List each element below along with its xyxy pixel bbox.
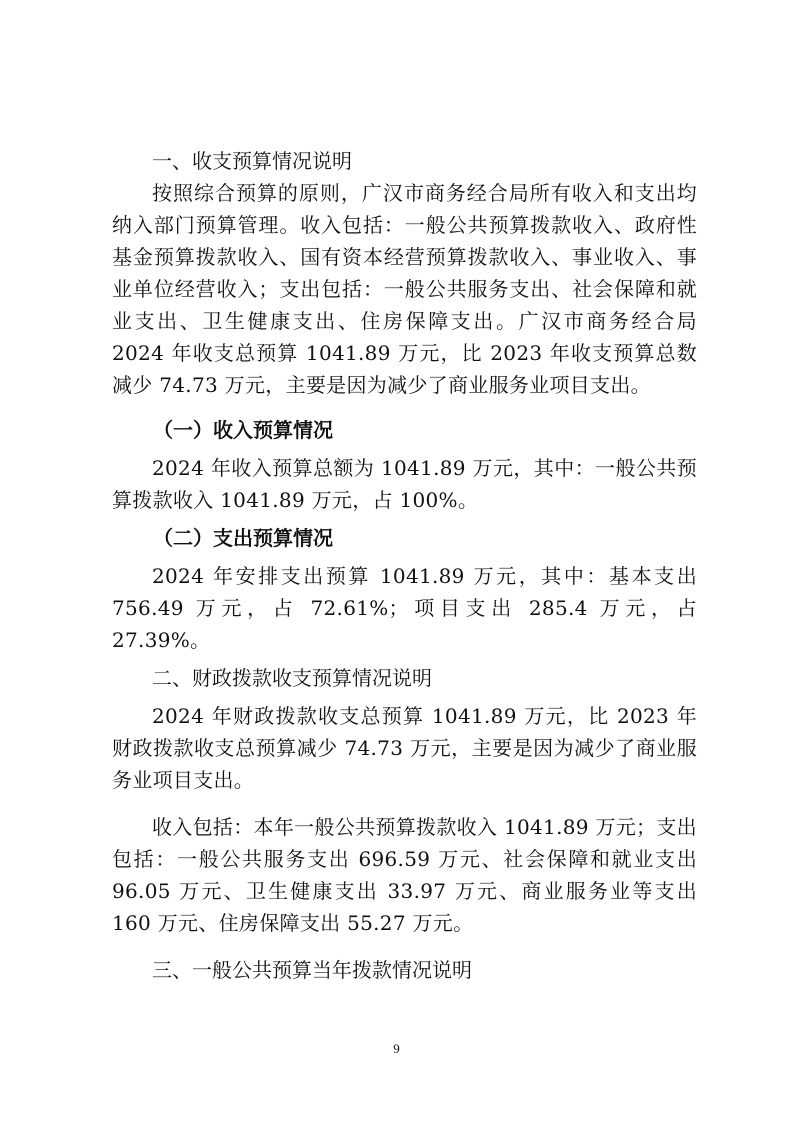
document-body	[112, 145, 697, 986]
income-budget-paragraph: 2024 年收入预算总额为 1041.89 万元，其中：一般公共预算拨款收入 1041.89 万元，占 100%。	[112, 456, 697, 512]
subsection-heading-expenditure: （二）支出预算情况	[153, 526, 333, 550]
section-heading-3: 三、一般公共预算当年拨款情况说明	[152, 958, 472, 982]
section-heading-1: 一、收支预算情况说明	[152, 149, 352, 173]
section-1-paragraph: 按照综合预算的原则，广汉市商务经合局所有收入和支出均纳入部门预算管理。收入包括：一般公共预算拨款收入、政府性基金预算拨款收入、国有资本经营预算拨款收入、事业收入、事业单位经营收入；支出包括：一般公共服务支出、社会保障和就业支出、卫生健康支出、住房保障支出。广汉市商务经合局 2024 年收支总预算 1041.89 万元，比 2023 年收支预算总数减少 74.73 万元，主要是因为减少了商业服务业项目支出。	[112, 181, 697, 397]
fiscal-income-expenditure-paragraph: 收入包括：本年一般公共预算拨款收入 1041.89 万元；支出包括：一般公共服务支出 696.59 万元、社会保障和就业支出 96.05 万元、卫生健康支出 33.97 万元、商业服务业等支出 160 万元、住房保障支出 55.27 万元。	[112, 815, 697, 935]
section-heading-2: 二、财政拨款收支预算情况说明	[152, 666, 432, 690]
fiscal-budget-paragraph: 2024 年财政拨款收支总预算 1041.89 万元，比 2023 年财政拨款收支总预算减少 74.73 万元，主要是因为减少了商业服务业项目支出。	[112, 704, 697, 792]
page-number: 9	[393, 1041, 400, 1056]
subsection-heading-income: （一）收入预算情况	[153, 418, 333, 442]
expenditure-budget-paragraph: 2024 年安排支出预算 1041.89 万元，其中：基本支出 756.49 万元，占 72.61%；项目支出 285.4 万元，占 27.39%。	[112, 564, 697, 652]
